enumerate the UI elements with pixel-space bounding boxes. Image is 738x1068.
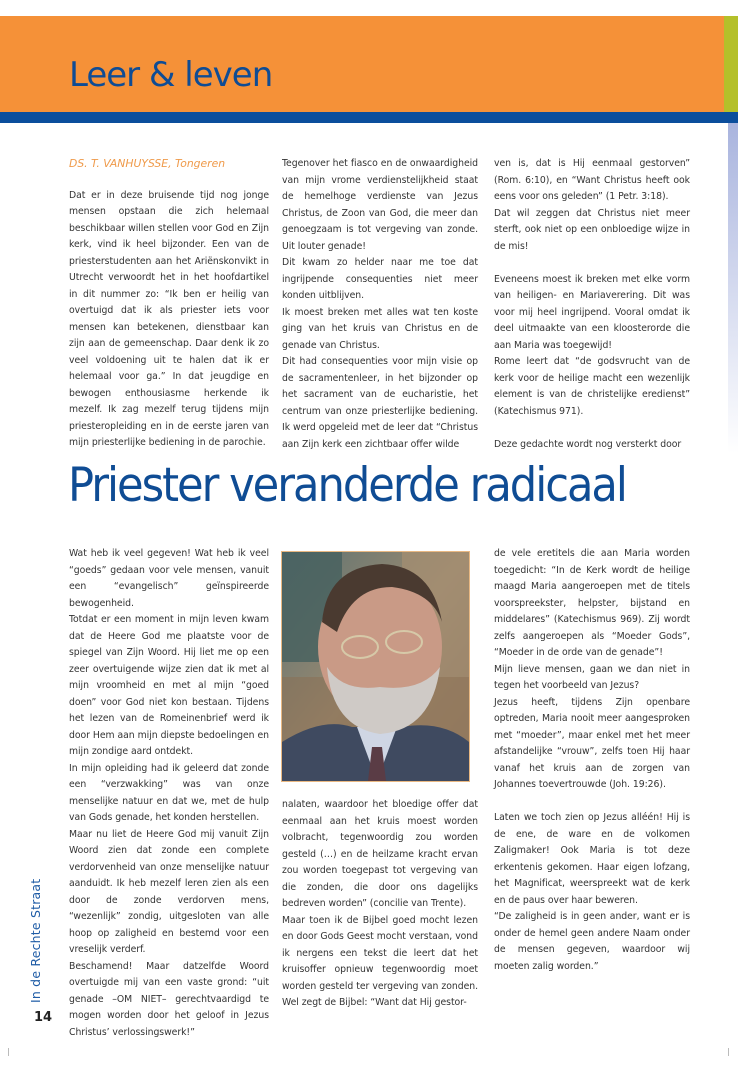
paragraph: “De zaligheid is in geen ander, want er is onder de hemel geen andere Naam onder de mensen gegeven, waardoor wij moeten zalig worden.” [494, 911, 690, 972]
paragraph: Mijn lieve mensen, gaan we dan niet in tegen het voorbeeld van Jezus? [494, 663, 690, 691]
paragraph: Eveneens moest ik breken met elke vorm van heiligen- en Mariaverering. Dit was voor mij heel ingrijpend. Vooral omdat ik deel uitmaakte van een kloosterorde die aan Maria was toegewijd! [494, 273, 690, 351]
paragraph: Beschamend! Maar datzelfde Woord overtuigde mij van een vaste grond: “uit genade –OM NIET– gerechtvaardigd te mogen worden door het geloof in Jezus Christus’ verlossingswerk!” [69, 960, 269, 1038]
paragraph: In mijn opleiding had ik geleerd dat zonde een “verzwakking” was van onze menselijke natuur en dat we, met de hulp van Gods genade, het konden herstellen. [69, 762, 269, 823]
crop-mark [8, 1048, 9, 1056]
paragraph: Wat heb ik veel gegeven! Wat heb ik veel “goeds” gedaan voor vele mensen, vanuit een “evangelisch” geïnspireerde bewogenheid. [69, 548, 269, 609]
paragraph: ven is, dat is Hij eenmaal gestorven” (Rom. 6:10), en “Want Christus heeft ook eens voor ons geleden” (1 Petr. 3:18). [494, 158, 690, 202]
main-column-2 [282, 797, 478, 1012]
portrait-image [282, 552, 469, 781]
magazine-name: In de Rechte Straat [28, 878, 43, 1003]
paragraph: Laten we toch zien op Jezus alléén! Hij is de ene, de ware en de volkomen Zaligmaker! Ook Maria is tot deze erkentenis gekomen. Haar eigen lofzang, het Magnificat, weerspreekt wat de kerk en de paus over haar beweren. [494, 812, 690, 906]
crop-mark [728, 1048, 729, 1056]
paragraph: Ik moest breken met alles wat ten koste ging van het kruis van Christus en de genade van Christus. [282, 306, 478, 351]
header-rule [0, 112, 738, 123]
header-accent-strip [724, 16, 738, 112]
paragraph: Jezus heeft, tijdens Zijn openbare optreden, Maria nooit meer aangesproken met “moeder”, maar enkel met het meer afstandelijke “vrouw”, zelfs toen Hij haar vanaf het kruis aan de zorgen van Johannes toevertrouwde (Joh. 19:26). [494, 696, 690, 790]
side-gradient-strip [728, 123, 738, 453]
main-column-1 [69, 546, 269, 1041]
article-headline: Priester veranderde radicaal [68, 458, 626, 513]
paragraph: Totdat er een moment in mijn leven kwam dat de Heere God me plaatste voor de spiegel van Zijn Woord. Hij liet me op een zeer overtuigende wijze zien dat ik met al mijn vroomheid en met al mijn “goed doen” voor God niet kon bestaan. Tijdens het lezen van de Romeinenbrief werd ik door Hem aan mijn diepste bedoelingen en mijn zondige aard ontdekt. [69, 614, 269, 757]
paragraph: Deze gedachte wordt nog versterkt door [494, 438, 682, 450]
section-title: Leer & leven [69, 55, 273, 95]
paragraph: Dit kwam zo helder naar me toe dat ingrijpende consequenties niet meer konden uitblijven. [282, 257, 478, 301]
paragraph: Maar nu liet de Heere God mij vanuit Zijn Woord zien dat zonde een complete verdorvenheid van onze menselijke natuur aanduidt. Ik heb mezelf leren zien als een door de zonde verdorven mens, “wezenlijk” zondig, uitgesloten van alle hoop op zaligheid en bestemd voor een vreselijk verderf. [69, 828, 269, 955]
paragraph: nalaten, waardoor het bloedige offer dat eenmaal aan het kruis moest worden volbracht, tegenwoordig zou worden gesteld (…) en de heilzame kracht ervan zou worden toegepast tot vergeving van die zonden, die door ons dagelijks bedreven worden” (concilie van Trente). [282, 799, 478, 909]
paragraph: Dit had consequenties voor mijn visie op de sacramentenleer, in het bijzonder op het sacrament van de eucharistie, het centrum van onze priesterlijke bediening. Ik werd opgeleid met de leer dat “Christus aan Zijn kerk een zichtbaar offer wilde [282, 356, 478, 450]
intro-column-3 [494, 156, 690, 453]
intro-column-1 [69, 156, 269, 452]
author-byline: DS. T. VANHUYSSE, Tongeren [69, 157, 226, 170]
intro-column-2 [282, 156, 478, 453]
paragraph: de vele eretitels die aan Maria worden toegedicht: “In de Kerk wordt de heilige maagd Maria aangeroepen met de titels voorspreekster, helpster, bijstand en middelares” (Katechismus 969). Zij wordt zelfs aangeroepen als “Moeder Gods”, “Moeder in de orde van de genade”! [494, 548, 690, 658]
paragraph: Tegenover het fiasco en de onwaardigheid van mijn vrome verdienstelijkheid staat de hemelhoge verdienste van Jezus Christus, de Zoon van God, die meer dan genoegzaam is tot vergeving van zonde. Uit louter genade! [282, 158, 478, 252]
paragraph: Dat er in deze bruisende tijd nog jonge mensen opstaan die zich helemaal beschikbaar willen stellen voor God en Zijn kerk, vind ik heel bijzonder. Een van de priesterstudenten aan het Ariënskonvikt in Utrecht verwoordt het in het hoofdartikel in dit nummer zo: “Ik ben er heilig van overtuigd dat ik als priester iets voor mensen kan betekenen, dienstbaar kan zijn aan de gemeenschap. Daar denk ik zo veel voldoening uit te halen dat ik er helemaal voor ga.” In dat jeugdige en bewogen enthousiasme herkende ik mezelf. Ik zag mezelf terug tijdens mijn priesteropleiding en in de eerste jaren van mijn priesterlijke bediening in de parochie. [69, 189, 269, 448]
paragraph: Dat wil zeggen dat Christus niet meer sterft, ook niet op een onbloedige wijze in de mis! [494, 207, 690, 252]
page-number: 14 [34, 1010, 53, 1025]
author-photo [281, 551, 470, 782]
paragraph: Maar toen ik de Bijbel goed mocht lezen en door Gods Geest mocht verstaan, vond ik nergens een tekst die leert dat het kruisoffer opnieuw tegenwoordig moet worden gesteld ter vergeving van zonden. Wel zegt de Bijbel: “Want dat Hij gestor- [282, 914, 478, 1008]
main-column-3 [494, 546, 690, 975]
paragraph: Rome leert dat “de godsvrucht van de kerk voor de heilige macht een wezenlijk element is van de christelijke eredienst” (Katechismus 971). [494, 356, 690, 417]
